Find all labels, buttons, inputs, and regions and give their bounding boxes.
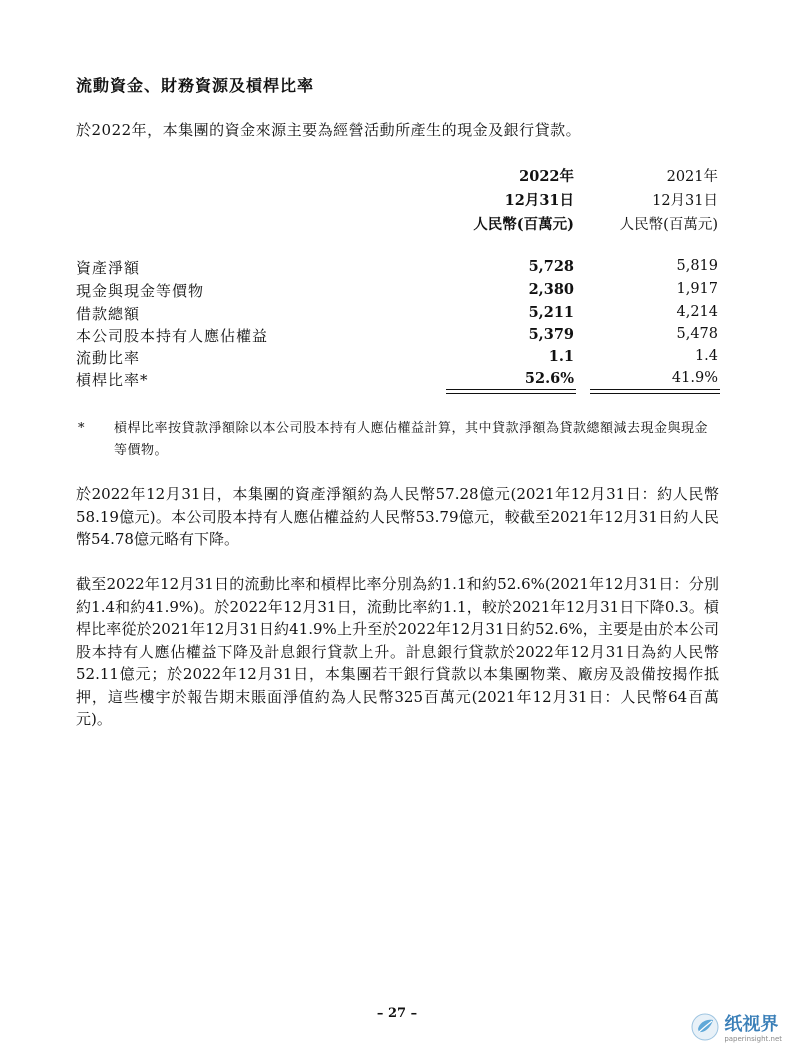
footnote-text: 槓桿比率按貸款淨額除以本公司股本持有人應佔權益計算，其中貸款淨額為貸款總額減去現金與現金等價物。 [114,421,709,458]
table-header-2022-year: 2022年 [519,168,574,185]
row-label: 本公司股本持有人應佔權益 [76,327,269,345]
row-value-2022: 5,728 [528,258,574,275]
table-header-2022-unit: 人民幣(百萬元) [473,216,574,233]
row-value-2021: 1,917 [676,281,718,297]
intro-text: 於2022年，本集團的資金來源主要為經營活動所產生的現金及銀行貸款。 [76,121,582,139]
row-label: 現金與現金等價物 [76,282,205,300]
double-underline-2022 [446,389,576,394]
row-value-2022: 5,211 [528,304,574,321]
table-header-2021-date: 12月31日 [652,193,718,209]
section-heading: 流動資金、財務資源及槓桿比率 [76,76,315,95]
row-value-2022: 52.6% [524,370,574,387]
row-value-2022: 1.1 [548,348,574,365]
row-label: 資產淨額 [76,259,141,277]
footnote-mark: * [78,421,85,436]
row-label: 流動比率 [76,349,141,367]
paragraph-net-assets: 於2022年12月31日，本集團的資產淨額約為人民幣57.28億元(2021年12月31日：約人民幣58.19億元)。本公司股本持有人應佔權益約人民幣53.79億元，較截至2021年12月31日約人民幣54.78億元略有下降。 [76,485,719,548]
row-value-2021: 5,819 [676,258,718,274]
table-header-2022-date: 12月31日 [504,192,574,209]
table-header-2021-year: 2021年 [666,169,718,185]
row-value-2021: 5,478 [676,326,718,342]
row-value-2022: 5,379 [528,326,574,343]
row-value-2021: 1.4 [694,348,718,364]
page-number: – 27 – [376,1006,418,1021]
row-label: 槓桿比率* [76,371,149,389]
watermark-sub: paperinsight.net [724,1034,782,1043]
double-underline-2021 [590,389,720,394]
leaf-logo-icon [690,1012,720,1046]
row-value-2021: 41.9% [671,370,718,386]
watermark-logo [690,1012,782,1046]
table-header-2021-unit: 人民幣(百萬元) [619,217,718,233]
watermark-main: 纸视界 [724,1013,779,1035]
row-value-2021: 4,214 [676,304,718,320]
row-value-2022: 2,380 [528,281,574,298]
row-label: 借款總額 [76,305,141,323]
paragraph-ratios: 截至2022年12月31日的流動比率和槓桿比率分別為約1.1和約52.6%(2021年12月31日：分別約1.4和約41.9%)。於2022年12月31日，流動比率約1.1，較於2021年12月31日下降0.3。槓桿比率從於2021年12月31日約41.9%上升至於2022年12月31日約52.6%，主要是由於本公司股本持有人應佔權益下降及計息銀行貸款上升。計息銀行貸款於2022年12月31日為約人民幣52.11億元；於2022年12月31日，本集團若干銀行貸款以本集團物業、廠房及設備按揭作抵押，這些樓宇於報告期末賬面淨值約為人民幣325百萬元(2021年12月31日：人民幣64百萬元)。 [76,575,719,728]
